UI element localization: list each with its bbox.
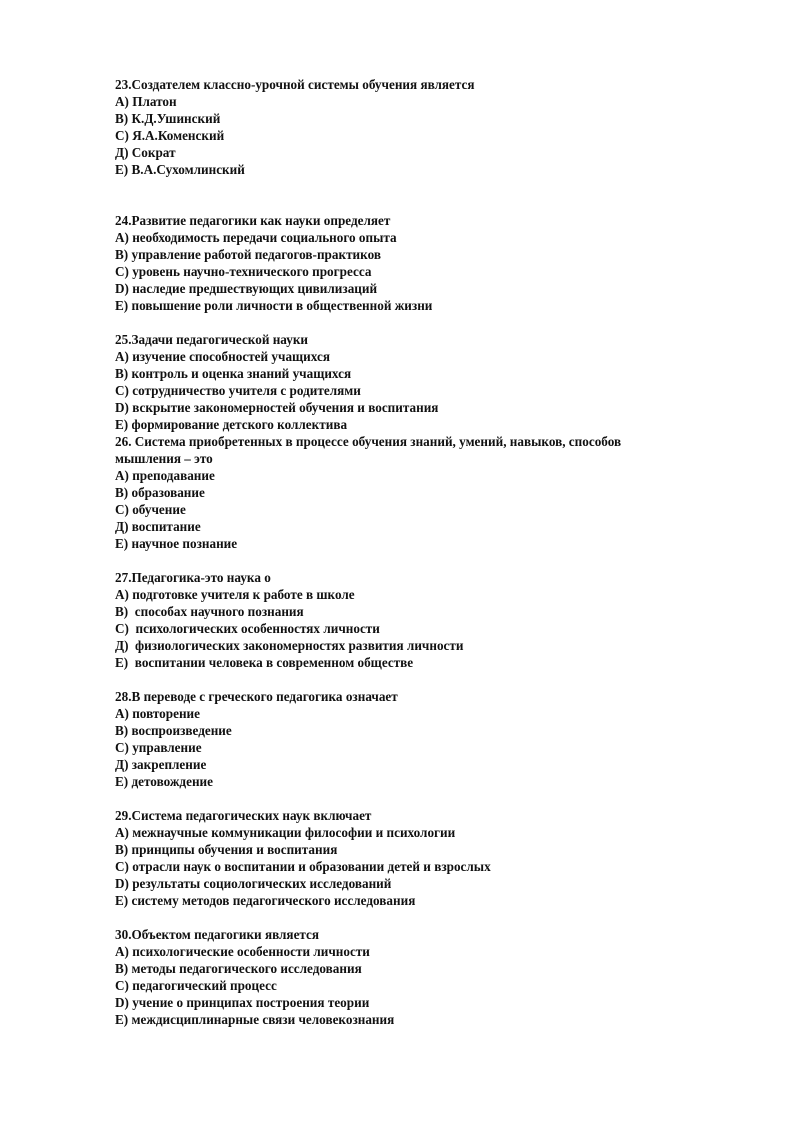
answer-option: В) контроль и оценка знаний учащихся <box>115 366 352 381</box>
answer-option: С) обучение <box>115 502 186 517</box>
answer-option: D) результаты социологических исследований <box>115 876 392 891</box>
answer-option: А) Платон <box>115 94 177 109</box>
answer-option: С) управление <box>115 740 202 755</box>
answer-option: Д) закрепление <box>115 757 207 772</box>
answer-option: Д) Сократ <box>115 145 176 160</box>
answer-option: С) отрасли наук о воспитании и образовании детей и взрослых <box>115 859 491 874</box>
question-block <box>115 212 755 314</box>
answer-option: В) способах научного познания <box>115 604 304 619</box>
answer-option: С) психологических особенностях личности <box>115 621 380 636</box>
question-text: 25.Задачи педагогической науки <box>115 332 309 347</box>
document-page <box>115 76 755 1028</box>
answer-option: Е) научное познание <box>115 536 238 551</box>
answer-option: D) наследие предшествующих цивилизаций <box>115 281 378 296</box>
answer-option: Е) систему методов педагогического исследования <box>115 893 416 908</box>
answer-option: С) педагогический процесс <box>115 978 277 993</box>
question-block <box>115 926 755 1028</box>
answer-option: А) преподавание <box>115 468 215 483</box>
answer-option: В) К.Д.Ушинский <box>115 111 221 126</box>
answer-option: В) образование <box>115 485 205 500</box>
question-text: 29.Система педагогических наук включает <box>115 808 372 823</box>
answer-option: Е) междисциплинарные связи человекознания <box>115 1012 395 1027</box>
answer-option: В) принципы обучения и воспитания <box>115 842 338 857</box>
answer-option: С) Я.А.Коменский <box>115 128 225 143</box>
question-text: 24.Развитие педагогики как науки определяет <box>115 213 391 228</box>
answer-option: Е) В.А.Сухомлинский <box>115 162 245 177</box>
question-block <box>115 569 755 671</box>
question-block <box>115 331 755 433</box>
answer-option: А) необходимость передачи социального опыта <box>115 230 397 245</box>
answer-option: D) учение о принципах построения теории <box>115 995 370 1010</box>
question-text: 26. Система приобретенных в процессе обучения знаний, умений, навыков, способов <box>115 434 622 449</box>
answer-option: А) повторение <box>115 706 201 721</box>
answer-option: Д) физиологических закономерностях развития личности <box>115 638 464 653</box>
question-text: 28.В переводе с греческого педагогика означает <box>115 689 398 704</box>
answer-option: Е) детовождение <box>115 774 214 789</box>
question-block <box>115 76 755 178</box>
answer-option: А) межнаучные коммуникации философии и психологии <box>115 825 456 840</box>
answer-option: А) изучение способностей учащихся <box>115 349 330 364</box>
answer-option: Е) формирование детского коллектива <box>115 417 348 432</box>
question-text: 23.Создателем классно-урочной системы обучения является <box>115 77 475 92</box>
answer-option: В) управление работой педагогов-практиков <box>115 247 381 262</box>
answer-option: А) подготовке учителя к работе в школе <box>115 587 355 602</box>
question-block <box>115 433 755 552</box>
answer-option: Е) воспитании человека в современном обществе <box>115 655 414 670</box>
question-block <box>115 688 755 790</box>
question-text-continued: мышления – это <box>115 451 213 466</box>
question-text: 27.Педагогика-это наука о <box>115 570 271 585</box>
answer-option: Д) воспитание <box>115 519 201 534</box>
question-text: 30.Объектом педагогики является <box>115 927 320 942</box>
answer-option: В) методы педагогического исследования <box>115 961 362 976</box>
answer-option: Е) повышение роли личности в общественной жизни <box>115 298 433 313</box>
answer-option: D) вскрытие закономерностей обучения и воспитания <box>115 400 439 415</box>
question-block <box>115 807 755 909</box>
answer-option: А) психологические особенности личности <box>115 944 370 959</box>
answer-option: С) сотрудничество учителя с родителями <box>115 383 361 398</box>
answer-option: В) воспроизведение <box>115 723 232 738</box>
answer-option: С) уровень научно-технического прогресса <box>115 264 372 279</box>
